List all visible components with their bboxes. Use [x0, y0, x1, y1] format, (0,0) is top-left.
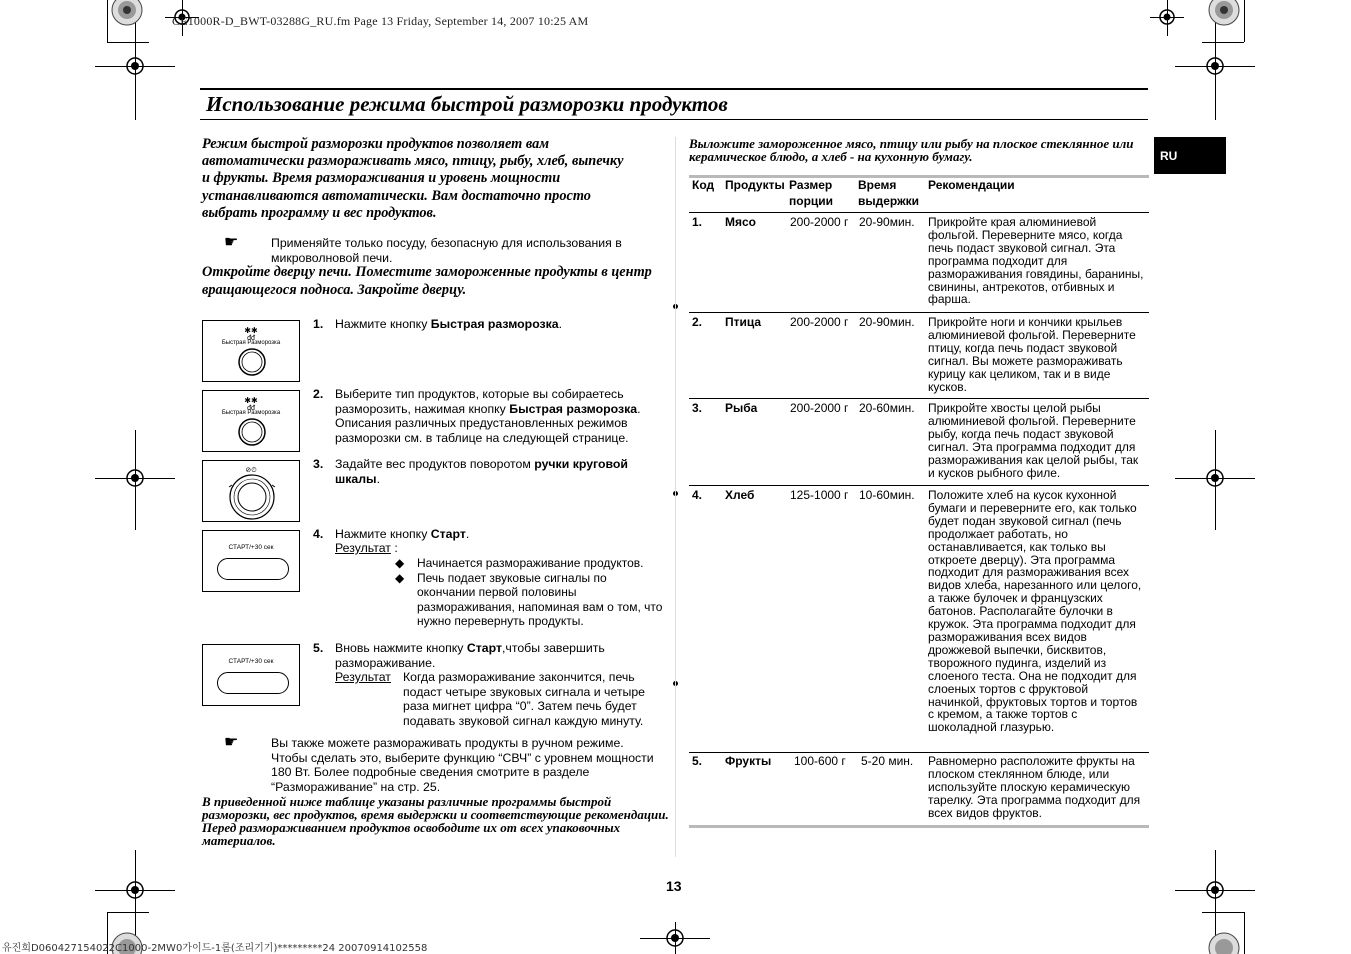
start-button-shape — [217, 558, 289, 580]
row-portion: 200-2000 г — [790, 315, 849, 329]
step-number: 5. — [313, 641, 324, 655]
diamond-bullet-icon: ◆ — [395, 556, 405, 570]
row-product: Хлеб — [725, 488, 755, 502]
step-number: 4. — [313, 527, 324, 541]
registration-target-icon — [1205, 880, 1225, 900]
diamond-bullet-icon: ◆ — [395, 570, 405, 585]
column-header-code: Код — [692, 178, 715, 192]
registration-target-icon — [1205, 56, 1225, 76]
row-recommendation: Равномерно расположите фрукты на плоском стеклянном блюде, или используйте плоскую керамическую тарелку. Эта программа подходит для всех видов фруктов. — [928, 754, 1141, 820]
step-3-text: Задайте вес продуктов поворотом ручки круговой шкалы. — [335, 457, 628, 486]
registration-target-icon — [665, 928, 685, 948]
column-header-recommendations: Рекомендации — [928, 178, 1015, 192]
column-header-portion: Размер порции — [789, 178, 834, 208]
row-recommendation: Прикройте хвосты целой рыбы алюминиевой фольгой. Переверните рыбу, когда печь подаст звуковой сигнал. Эта программа подходит для размораживания как целой рыбы, так и кусков рыбного филе. — [928, 401, 1139, 480]
row-time: 20-90мин. — [859, 215, 915, 229]
step-4-bullets — [395, 556, 665, 629]
row-recommendation: Прикройте ноги и кончики крыльев алюминиевой фольгой. Переверните птицу, когда печь подаст звуковой сигнал. Вы можете размораживать курицу как целиком, так и в виде кусков. — [928, 315, 1136, 394]
row-time: 20-90мин. — [859, 315, 915, 329]
page-number: 13 — [666, 878, 682, 894]
step-1-text: Нажмите кнопку Быстрая разморозка. — [335, 317, 563, 331]
step-number: 3. — [313, 457, 324, 471]
language-tab — [1154, 137, 1226, 174]
row-portion: 100-600 г — [794, 754, 846, 768]
row-time: 5-20 мин. — [861, 754, 914, 768]
start-button-panel — [202, 644, 300, 706]
row-time: 10-60мин. — [859, 488, 915, 502]
print-footer: 유진희D060427154022C1000-2MW0가이드-1롬(조리기기)*********24 20070914102558 — [2, 943, 428, 954]
row-recommendation: Прикройте края алюминиевой фольгой. Переверните мясо, когда печь подаст звуковой сигнал. Эта программа подходит для размораживания говядины, баранины, свинины, антрекотов, отбивных и фарша. — [928, 215, 1144, 307]
registration-target-icon — [1205, 468, 1225, 488]
row-portion: 125-1000 г — [790, 488, 849, 502]
registration-target-icon — [125, 468, 145, 488]
dial-knob-panel — [202, 460, 300, 522]
step-5-result-label: Результат — [335, 670, 391, 684]
column-divider — [675, 137, 676, 857]
svg-text:✱✱: ✱✱ — [244, 396, 258, 405]
table-row-rule — [689, 398, 1149, 399]
row-portion: 200-2000 г — [790, 215, 849, 229]
step-5-result-text: Когда размораживание закончится, печь подаст четыре звуковых сигнала и четыре раза мигнет цифра “0”. Затем печь будет подавать звуковой сигнал каждую минуту. — [403, 670, 646, 728]
step-5-text: Вновь нажмите кнопку Старт,чтобы завершить размораживание. — [335, 641, 605, 670]
file-header: CE1000R-D_BWT-03288G_RU.fm Page 13 Friday, September 14, 2007 10:25 AM — [172, 14, 589, 28]
step-4-text: Нажмите кнопку Старт. — [335, 527, 470, 541]
start-button-shape — [217, 672, 289, 694]
row-product: Фрукты — [725, 754, 772, 768]
svg-text:ᵭᵭ: ᵭᵭ — [247, 404, 255, 412]
row-time: 20-60мин. — [859, 401, 915, 415]
column-header-time: Время выдержки — [858, 178, 919, 208]
step-number: 2. — [313, 387, 324, 401]
row-code: 1. — [692, 215, 703, 229]
table-header-rule — [689, 212, 1149, 213]
start-panel-label: СТАРТ/+30 сек — [228, 544, 274, 551]
title-bottom-rule — [200, 119, 1148, 120]
row-code: 4. — [692, 488, 703, 502]
bullet-text: Печь подает звуковые сигналы по окончании первой половины размораживания, напоминая вам о том, что нужно перевернуть продукты. — [417, 570, 663, 628]
row-product: Рыба — [725, 401, 758, 415]
pointing-hand-icon: ☛ — [224, 734, 239, 751]
color-wheel-icon — [1207, 926, 1241, 954]
row-product: Птица — [725, 315, 762, 329]
svg-text:⊘⏲: ⊘⏲ — [245, 466, 257, 474]
row-recommendation: Положите хлеб на кусок кухонной бумаги и переверните его, как только будет подан звуковой сигнал (печь продолжает работать, но останавливается, как только вы откроете дверцу). Эта программа подходит для размораживания всех видов хлеба, нарезанного или целого, а также булочек и французских батонов. Располагайте булочки в кружок. Эта программа подходит для размораживания всех видов дрожжевой выпечки, бисквитов, творожного пудинга, изделий из слоеного теста. Она не подходит для слоеных тортов с фруктовой начинкой, фруктовых тортов и тортов с кремом, а также тортов с шоколадной глазурью. — [928, 488, 1142, 735]
start-button-panel — [202, 530, 300, 592]
step-2-text: Выберите тип продуктов, которые вы собираетесь разморозить, нажимая кнопку Быстрая разморозка. Описания различных предустановленных режимов разморозки см. в таблице на следующей странице. — [335, 387, 641, 445]
row-product: Мясо — [725, 215, 757, 229]
row-code: 5. — [692, 754, 703, 768]
bullet-text: Начинается размораживание продуктов. — [417, 556, 644, 570]
right-intro-paragraph: Выложите замороженное мясо, птицу или рыбу на плоское стеклянное или керамическое блюдо, а хлеб - на кухонную бумагу. — [689, 136, 1134, 164]
color-wheel-icon — [110, 0, 144, 26]
registration-target-icon — [125, 880, 145, 900]
row-portion: 200-2000 г — [790, 401, 849, 415]
table-row-rule — [689, 312, 1149, 313]
note-cookware: Применяйте только посуду, безопасную для использования в микроволновой печи. — [271, 236, 622, 265]
registration-target-icon — [1158, 8, 1176, 26]
page-title: Использование режима быстрой разморозки продуктов — [206, 92, 728, 116]
language-tab-label: RU — [1160, 149, 1178, 163]
table-bottom-rule — [689, 825, 1149, 828]
title-top-rule — [200, 88, 1148, 90]
row-code: 3. — [692, 401, 703, 415]
defrost-panel-label: Быстрая Разморозка — [221, 410, 281, 416]
pointing-hand-icon: ☛ — [224, 234, 239, 251]
step-4-result-label: Результат : — [335, 541, 398, 555]
defrost-panel-label: Быстрая Разморозка — [221, 340, 281, 346]
row-code: 2. — [692, 315, 703, 329]
table-row-rule — [689, 485, 1149, 486]
defrost-button-panel — [202, 320, 300, 382]
note-manual-defrost: Вы также можете размораживать продукты в ручном режиме. Чтобы сделать это, выберите функцию “СВЧ” с уровнем мощности 180 Вт. Более подробные сведения смотрите в разделе “Размораживание” на стр. 25. — [271, 736, 654, 794]
step-number: 1. — [313, 317, 324, 331]
registration-target-icon — [125, 56, 145, 76]
defrost-button-panel — [202, 390, 300, 452]
start-panel-label: СТАРТ/+30 сек — [228, 658, 274, 665]
color-wheel-icon — [1207, 0, 1241, 26]
svg-text:✱✱: ✱✱ — [244, 326, 258, 335]
intro-paragraph: Режим быстрой разморозки продуктов позволяет вам автоматически размораживать мясо, птицу, рыбу, хлеб, выпечку и фрукты. Время размораживания и уровень мощности устанавливаются автоматически. Вам достаточно просто выбрать программу и вес продуктов. — [202, 136, 624, 221]
svg-text:ᵭᵭ: ᵭᵭ — [247, 334, 255, 342]
table-row-rule — [689, 752, 1149, 753]
instruction-paragraph: Откройте дверцу печи. Поместите замороженные продукты в центр вращающегося подноса. Закройте дверцу. — [202, 264, 652, 298]
column-header-product: Продукты — [725, 178, 785, 192]
table-intro-paragraph: В приведенной ниже таблице указаны различные программы быстрой разморозки, вес продуктов, время выдержки и соответствующие рекомендации. Перед размораживанием продуктов освободите их от всех упаковочных материалов. — [202, 794, 669, 848]
